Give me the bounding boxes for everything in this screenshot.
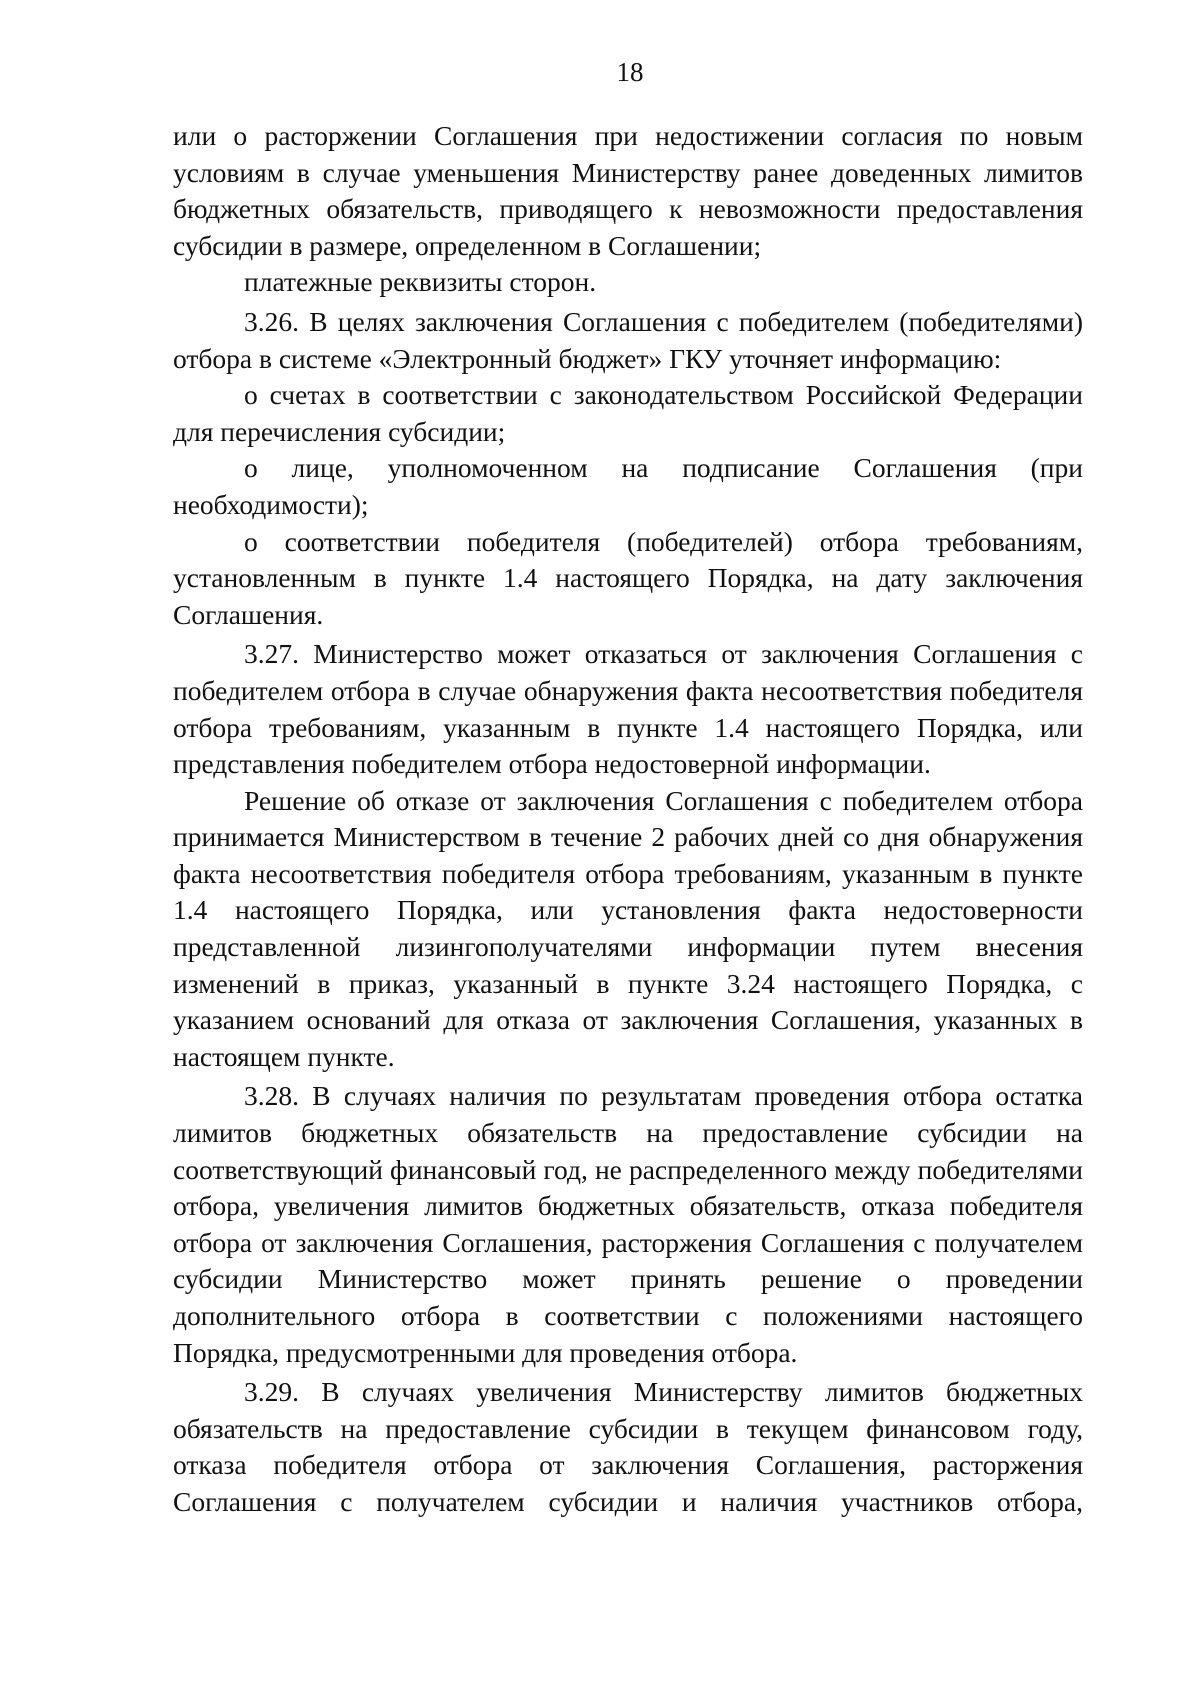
paragraph-3-27: 3.27. Министерство может отказаться от заключения Соглашения с победителем отбора в случае обнаружения факта несоответствия победителя отбора требованиям, указанным в пункте 1.4 настоящего Порядка, или представления победителем отбора недостоверной информации.	[173, 638, 1083, 780]
paragraph-3-28: 3.28. В случаях наличия по результатам проведения отбора остатка лимитов бюджетных обязательств на предоставление субсидии на соответствующий финансовый год, не распределенного между победителями отбора, увеличения лимитов бюджетных обязательств, отказа победителя отбора от заключения Соглашения, расторжения Соглашения с получателем субсидии Министерство может принять решение о проведении дополнительного отбора в соответствии с положениями настоящего Порядка, предусмотренными для проведения отбора.	[173, 1080, 1083, 1368]
paragraph-compliance: о соответствии победителя (победителей) отбора требованиям, установленным в пункте 1.4 настоящего Порядка, на дату заключения Соглашения.	[173, 525, 1083, 630]
paragraph-payment-details: платежные реквизиты сторон.	[244, 266, 597, 298]
page-number: 18	[616, 57, 644, 87]
paragraph-refusal-decision: Решение об отказе от заключения Соглашения с победителем отбора принимается Министерством в течение 2 рабочих дней со дня обнаружения факта несоответствия победителя отбора требованиям, указанным в пункте 1.4 настоящего Порядка, или установления факта недостоверности представленной лизингополучателями информации путем внесения изменений в приказ, указанный в пункте 3.24 настоящего Порядка, с указанием оснований для отказа от заключения Соглашения, указанных в настоящем пункте.	[173, 784, 1083, 1072]
paragraph-3-26: 3.26. В целях заключения Соглашения с победителем (победителями) отбора в системе «Электронный бюджет» ГКУ уточняет информацию:	[173, 305, 1083, 374]
paragraph-authorized-person: о лице, уполномоченном на подписание Соглашения (при необходимости);	[173, 452, 1083, 520]
paragraph-3-29: 3.29. В случаях увеличения Министерству лимитов бюджетных обязательств на предоставление субсидии в текущем финансовом году, отказа победителя отбора от заключения Соглашения, расторжения Соглашения с получателем субсидии и наличия участников отбора,	[173, 1376, 1083, 1517]
paragraph-termination-conditions: или о расторжении Соглашения при недостижении согласия по новым условиям в случае уменьшения Министерству ранее доведенных лимитов бюджетных обязательств, приводящего к невозможности предоставления субсидии в размере, определенном в Соглашении;	[173, 120, 1083, 261]
paragraph-accounts: о счетах в соответствии с законодательством Российской Федерации для перечисления субсидии;	[173, 379, 1083, 447]
document-body	[173, 118, 1083, 1521]
